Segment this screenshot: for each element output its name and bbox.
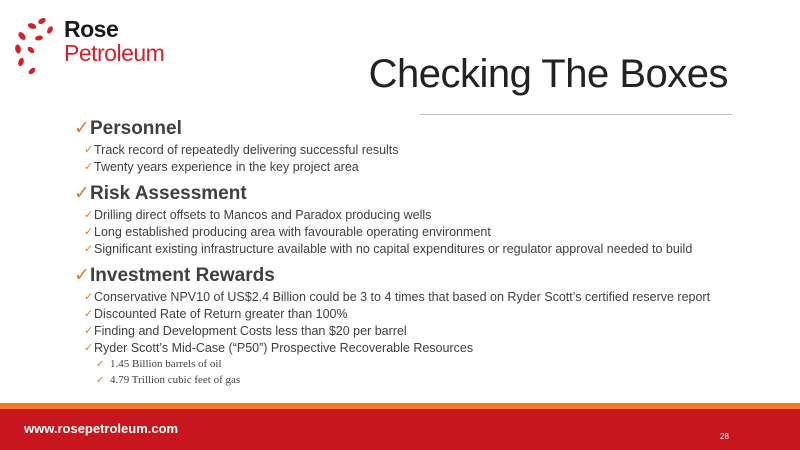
checkmark-icon: ✓ — [74, 118, 90, 139]
checkmark-icon: ✓ — [96, 358, 105, 370]
section-heading — [74, 116, 754, 141]
checkmark-icon: ✓ — [84, 325, 94, 337]
section-personnel — [74, 116, 754, 175]
slide-content — [74, 116, 754, 394]
sub-bullet-text: 1.45 Billion barrels of oil — [110, 358, 222, 370]
checkmark-icon: ✓ — [84, 209, 94, 221]
bullet-item — [84, 322, 754, 339]
sub-bullet-text: 4.79 Trillion cubic feet of gas — [110, 374, 241, 386]
bullet-text: Track record of repeatedly delivering successful results — [94, 142, 399, 157]
bullet-text: Long established producing area with favourable operating environment — [94, 224, 491, 239]
checkmark-icon: ✓ — [84, 291, 94, 303]
bullet-item — [84, 158, 754, 175]
company-logo — [12, 16, 172, 76]
logo-wordmark-rose: Rose — [64, 16, 119, 42]
logo-wordmark-petroleum: Petroleum — [64, 40, 165, 66]
checkmark-icon: ✓ — [84, 144, 94, 156]
section-heading — [74, 181, 754, 206]
bullet-text: Conservative NPV10 of US$2.4 Billion could be 3 to 4 times that based on Ryder Scott’s certified reserve report — [94, 289, 711, 304]
checkmark-icon: ✓ — [84, 161, 94, 173]
bullet-item — [84, 141, 754, 158]
slide-title: Checking The Boxes — [368, 52, 728, 96]
checkmark-icon: ✓ — [74, 265, 90, 286]
section-heading-text: Investment Rewards — [90, 264, 275, 286]
bullet-text: Significant existing infrastructure available with no capital expenditures or regulator approval needed to build — [94, 241, 693, 256]
bullet-item — [84, 339, 754, 356]
section-heading — [74, 263, 754, 288]
rose-petal-mark-icon — [12, 16, 58, 76]
checkmark-icon: ✓ — [96, 374, 105, 386]
sub-bullet-item — [96, 356, 754, 372]
section-risk-assessment — [74, 181, 754, 257]
footer-website-link[interactable]: www.rosepetroleum.com — [24, 421, 179, 436]
bullet-item — [84, 240, 754, 257]
section-heading-text: Personnel — [90, 117, 182, 139]
page-number: 28 — [720, 432, 729, 441]
checkmark-icon: ✓ — [74, 183, 90, 204]
title-divider — [420, 114, 732, 115]
bullet-text: Twenty years experience in the key project area — [94, 159, 359, 174]
checkmark-icon: ✓ — [84, 226, 94, 238]
bullet-item — [84, 305, 754, 322]
section-heading-text: Risk Assessment — [90, 182, 247, 204]
section-investment-rewards — [74, 263, 754, 388]
bullet-item — [84, 288, 754, 305]
bullet-item — [84, 206, 754, 223]
checkmark-icon: ✓ — [84, 243, 94, 255]
bullet-item — [84, 223, 754, 240]
bullet-text: Drilling direct offsets to Mancos and Paradox producing wells — [94, 207, 432, 222]
bullet-text: Discounted Rate of Return greater than 100% — [94, 306, 348, 321]
bullet-text: Ryder Scott’s Mid-Case (“P50”) Prospective Recoverable Resources — [94, 340, 474, 355]
sub-bullet-item — [96, 372, 754, 388]
bullet-text: Finding and Development Costs less than $20 per barrel — [94, 323, 407, 338]
checkmark-icon: ✓ — [84, 308, 94, 320]
checkmark-icon: ✓ — [84, 342, 94, 354]
